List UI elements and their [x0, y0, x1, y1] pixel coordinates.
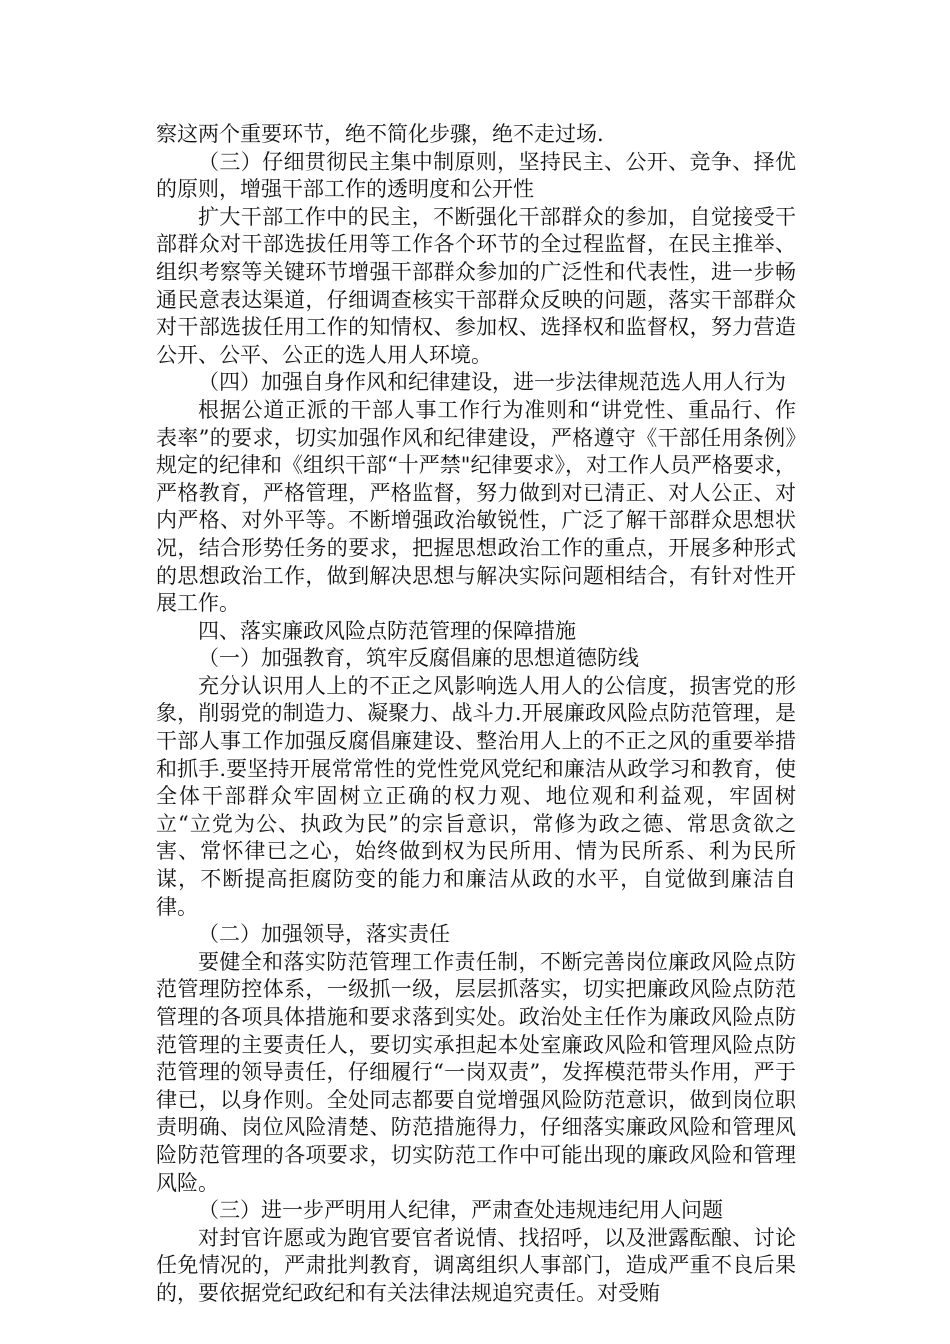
- paragraph: 根据公道正派的干部人事工作行为准则和“讲党性、重品行、作表率”的要求，切实加强作风和纪律建设，严格遵守《干部任用条例》规定的纪律和《组织干部“十严禁"纪律要求》，对工作人员严格要求，严格教育，严格管理，严格监督，努力做到对已清正、对人公正、对内严格、对外平等。不断增强政治敏锐性，广泛了解干部群众思想状况，结合形势任务的要求，把握思想政治工作的重点，开展多种形式的思想政治工作，做到解决思想与解决实际问题相结合，有针对性开展工作。: [156, 397, 796, 616]
- section-heading: （一）加强教育，筑牢反腐倡廉的思想道德防线: [198, 646, 639, 671]
- paragraph: 要健全和落实防范管理工作责任制，不断完善岗位廉政风险点防范管理防控体系，一级抓一级，层层抓落实，切实把廉政风险点防范管理的各项具体措施和要求落到实处。政治处主任作为廉政风险点防范管理的主要责任人，要切实承担起本处室廉政风险和管理风险点防范管理的领导责任，仔细履行“一岗双责”，发挥模范带头作用，严于律已，以身作则。全处同志都要自觉增强风险防范意识，做到岗位职责明确、岗位风险清楚、防范措施得力，仔细落实廉政风险和管理风险防范管理的各项要求，切实防范工作中可能出现的廉政风险和管理风险。: [156, 949, 796, 1195]
- paragraph: 充分认识用人上的不正之风影响选人用人的公信度，损害党的形象，削弱党的制造力、凝聚力、战斗力.开展廉政风险点防范管理，是干部人事工作加强反腐倡廉建设、整治用人上的不正之风的重要举措和抓手.要坚持开展常常性的党性党风党纪和廉洁从政学习和教育，使全体干部群众牢固树立正确的权力观、地位观和利益观，牢固树立“立党为公、执政为民”的宗旨意识，常修为政之德、常思贪欲之害、常怀律已之心，始终做到权为民所用、情为民所系、利为民所谋，不断提高拒腐防变的能力和廉洁从政的水平，自觉做到廉洁自律。: [156, 673, 796, 919]
- paragraph: 对封官许愿或为跑官要官者说情、找招呼，以及泄露酝酿、讨论任免情况的，严肃批判教育，调离组织人事部门，造成严重不良后果的，要依据党纪政纪和有关法律法规追究责任。对受贿: [156, 1225, 796, 1305]
- section-heading: （三）仔细贯彻民主集中制原则，坚持民主、公开、竞争、择优的原则，增强干部工作的透明度和公开性: [156, 149, 796, 202]
- section-heading: （四）加强自身作风和纪律建设，进一步法律规范选人用人行为: [198, 370, 786, 395]
- paragraph: 察这两个重要环节，绝不简化步骤，绝不走过场.: [156, 122, 604, 146]
- section-heading: （三）进一步严明用人纪律，严肃查处违规违纪用人问题: [198, 1198, 723, 1223]
- section-heading: （二）加强领导，落实责任: [198, 922, 450, 947]
- paragraph: 扩大干部工作中的民主，不断强化干部群众的参加，自觉接受干部群众对干部选拔任用等工作各个环节的全过程监督，在民主推举、组织考察等关键环节增强干部群众参加的广泛性和代表性，进一步畅通民意表达渠道，仔细调查核实干部群众反映的问题，落实干部群众对干部选拔任用工作的知情权、参加权、选择权和监督权，努力营造公开、公平、公正的选人用人环境。: [156, 204, 796, 367]
- chapter-heading: 四、落实廉政风险点防范管理的保障措施: [198, 618, 576, 643]
- document-body: [156, 121, 796, 1308]
